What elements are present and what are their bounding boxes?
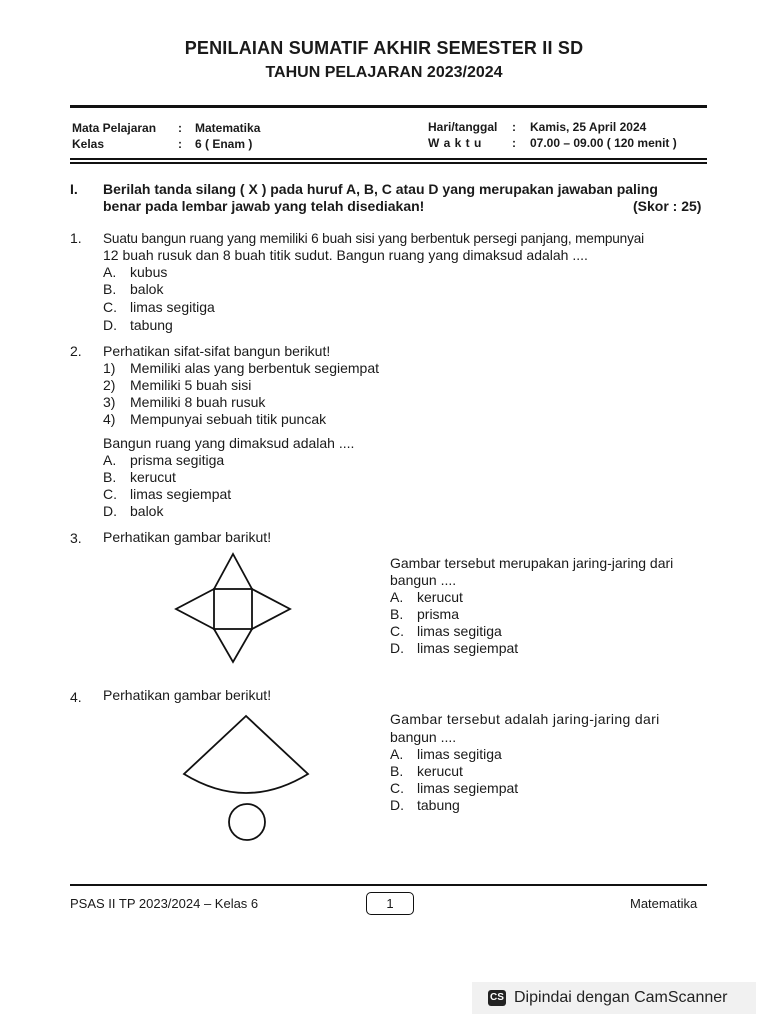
q2-property-4: 4) Mempunyai sebuah titik puncak	[103, 411, 327, 427]
q2-option-a[interactable]: A. prisma segitiga	[103, 452, 225, 468]
q4-option-b[interactable]: B. kerucut	[390, 763, 463, 779]
q1-option-c[interactable]: C. limas segitiga	[103, 299, 215, 315]
q2-property-1: 1) Memiliki alas yang berbentuk segiempat	[103, 360, 380, 376]
q2-property-3: 3) Memiliki 8 buah rusuk	[103, 394, 266, 410]
q4-text-line2: bangun ....	[390, 729, 457, 745]
net-triangle-top	[214, 554, 252, 589]
net-sector	[184, 716, 308, 793]
top-rule	[70, 105, 707, 108]
class-sep: :	[178, 137, 182, 151]
footer-exam-info: PSAS II TP 2023/2024 – Kelas 6	[70, 896, 259, 911]
q1-option-d[interactable]: D. tabung	[103, 317, 173, 333]
q3-number: 3.	[70, 530, 82, 546]
subject-value: Matematika	[195, 121, 261, 135]
footer-rule	[70, 884, 707, 886]
section-instruction-line1: Berilah tanda silang ( X ) pada huruf A, B, C atau D yang merupakan jawaban paling	[103, 181, 658, 197]
page-number: 1	[366, 892, 414, 915]
q2-option-d[interactable]: D. balok	[103, 503, 164, 519]
q4-number: 4.	[70, 689, 82, 705]
q3-text-line2: bangun ....	[390, 572, 457, 588]
q2-option-c[interactable]: C. limas segiempat	[103, 486, 232, 502]
q1-option-a[interactable]: A. kubus	[103, 264, 168, 280]
q4-option-c[interactable]: C. limas segiempat	[390, 780, 519, 796]
net-circle-base	[229, 804, 265, 840]
net-triangle-right	[252, 589, 290, 629]
info-rule-2	[70, 162, 707, 164]
q2-question: Bangun ruang yang dimaksud adalah ....	[103, 435, 355, 451]
page-title: PENILAIAN SUMATIF AKHIR SEMESTER II SD	[184, 38, 584, 58]
q3-option-d[interactable]: D. limas segiempat	[390, 640, 519, 656]
q4-option-d[interactable]: D. tabung	[390, 797, 460, 813]
footer-subject: Matematika	[630, 896, 698, 911]
net-base-square	[214, 589, 252, 629]
q1-text-line1: Suatu bangun ruang yang memiliki 6 buah sisi yang berbentuk persegi panjang, mempunyai	[103, 231, 645, 246]
day-sep: :	[512, 120, 516, 134]
q2-option-b[interactable]: B. kerucut	[103, 469, 176, 485]
q3-option-a[interactable]: A. kerucut	[390, 589, 463, 605]
section-number: I.	[70, 181, 78, 197]
time-sep: :	[512, 136, 516, 150]
camscanner-watermark	[472, 982, 756, 1014]
class-value: 6 ( Enam )	[195, 137, 253, 151]
cone-net-figure	[180, 712, 320, 847]
q2-number: 2.	[70, 343, 82, 359]
q1-number: 1.	[70, 230, 82, 246]
camscanner-logo-icon: CS	[488, 990, 506, 1006]
net-triangle-left	[176, 589, 214, 629]
section-score: (Skor : 25)	[633, 198, 702, 214]
class-label: Kelas	[72, 137, 105, 151]
time-value: 07.00 – 09.00 ( 120 menit )	[530, 136, 677, 150]
info-rule-1	[70, 158, 707, 160]
q1-option-b[interactable]: B. balok	[103, 281, 164, 297]
q3-text-line1: Gambar tersebut merupakan jaring-jaring dari	[390, 555, 674, 571]
page-subtitle: TAHUN PELAJARAN 2023/2024	[265, 64, 503, 81]
q3-intro: Perhatikan gambar barikut!	[103, 529, 272, 545]
net-triangle-bottom	[214, 629, 252, 662]
q2-property-2: 2) Memiliki 5 buah sisi	[103, 377, 252, 393]
subject-label: Mata Pelajaran	[72, 121, 157, 135]
day-value: Kamis, 25 April 2024	[530, 120, 647, 134]
q4-intro: Perhatikan gambar berikut!	[103, 687, 272, 703]
time-label: W a k t u	[428, 136, 482, 150]
q4-text-line1: Gambar tersebut adalah jaring-jaring dari	[390, 711, 660, 727]
day-label: Hari/tanggal	[428, 120, 498, 134]
q3-option-b[interactable]: B. prisma	[390, 606, 460, 622]
q4-option-a[interactable]: A. limas segitiga	[390, 746, 502, 762]
q2-intro: Perhatikan sifat-sifat bangun berikut!	[103, 343, 331, 359]
section-instruction-line2: benar pada lembar jawab yang telah disediakan!	[103, 198, 425, 214]
camscanner-text: Dipindai dengan CamScanner	[514, 989, 728, 1006]
subject-sep: :	[178, 121, 182, 135]
pyramid-net-figure	[170, 552, 300, 667]
q1-text-line2: 12 buah rusuk dan 8 buah titik sudut. Bangun ruang yang dimaksud adalah ....	[103, 247, 588, 263]
q3-option-c[interactable]: C. limas segitiga	[390, 623, 502, 639]
